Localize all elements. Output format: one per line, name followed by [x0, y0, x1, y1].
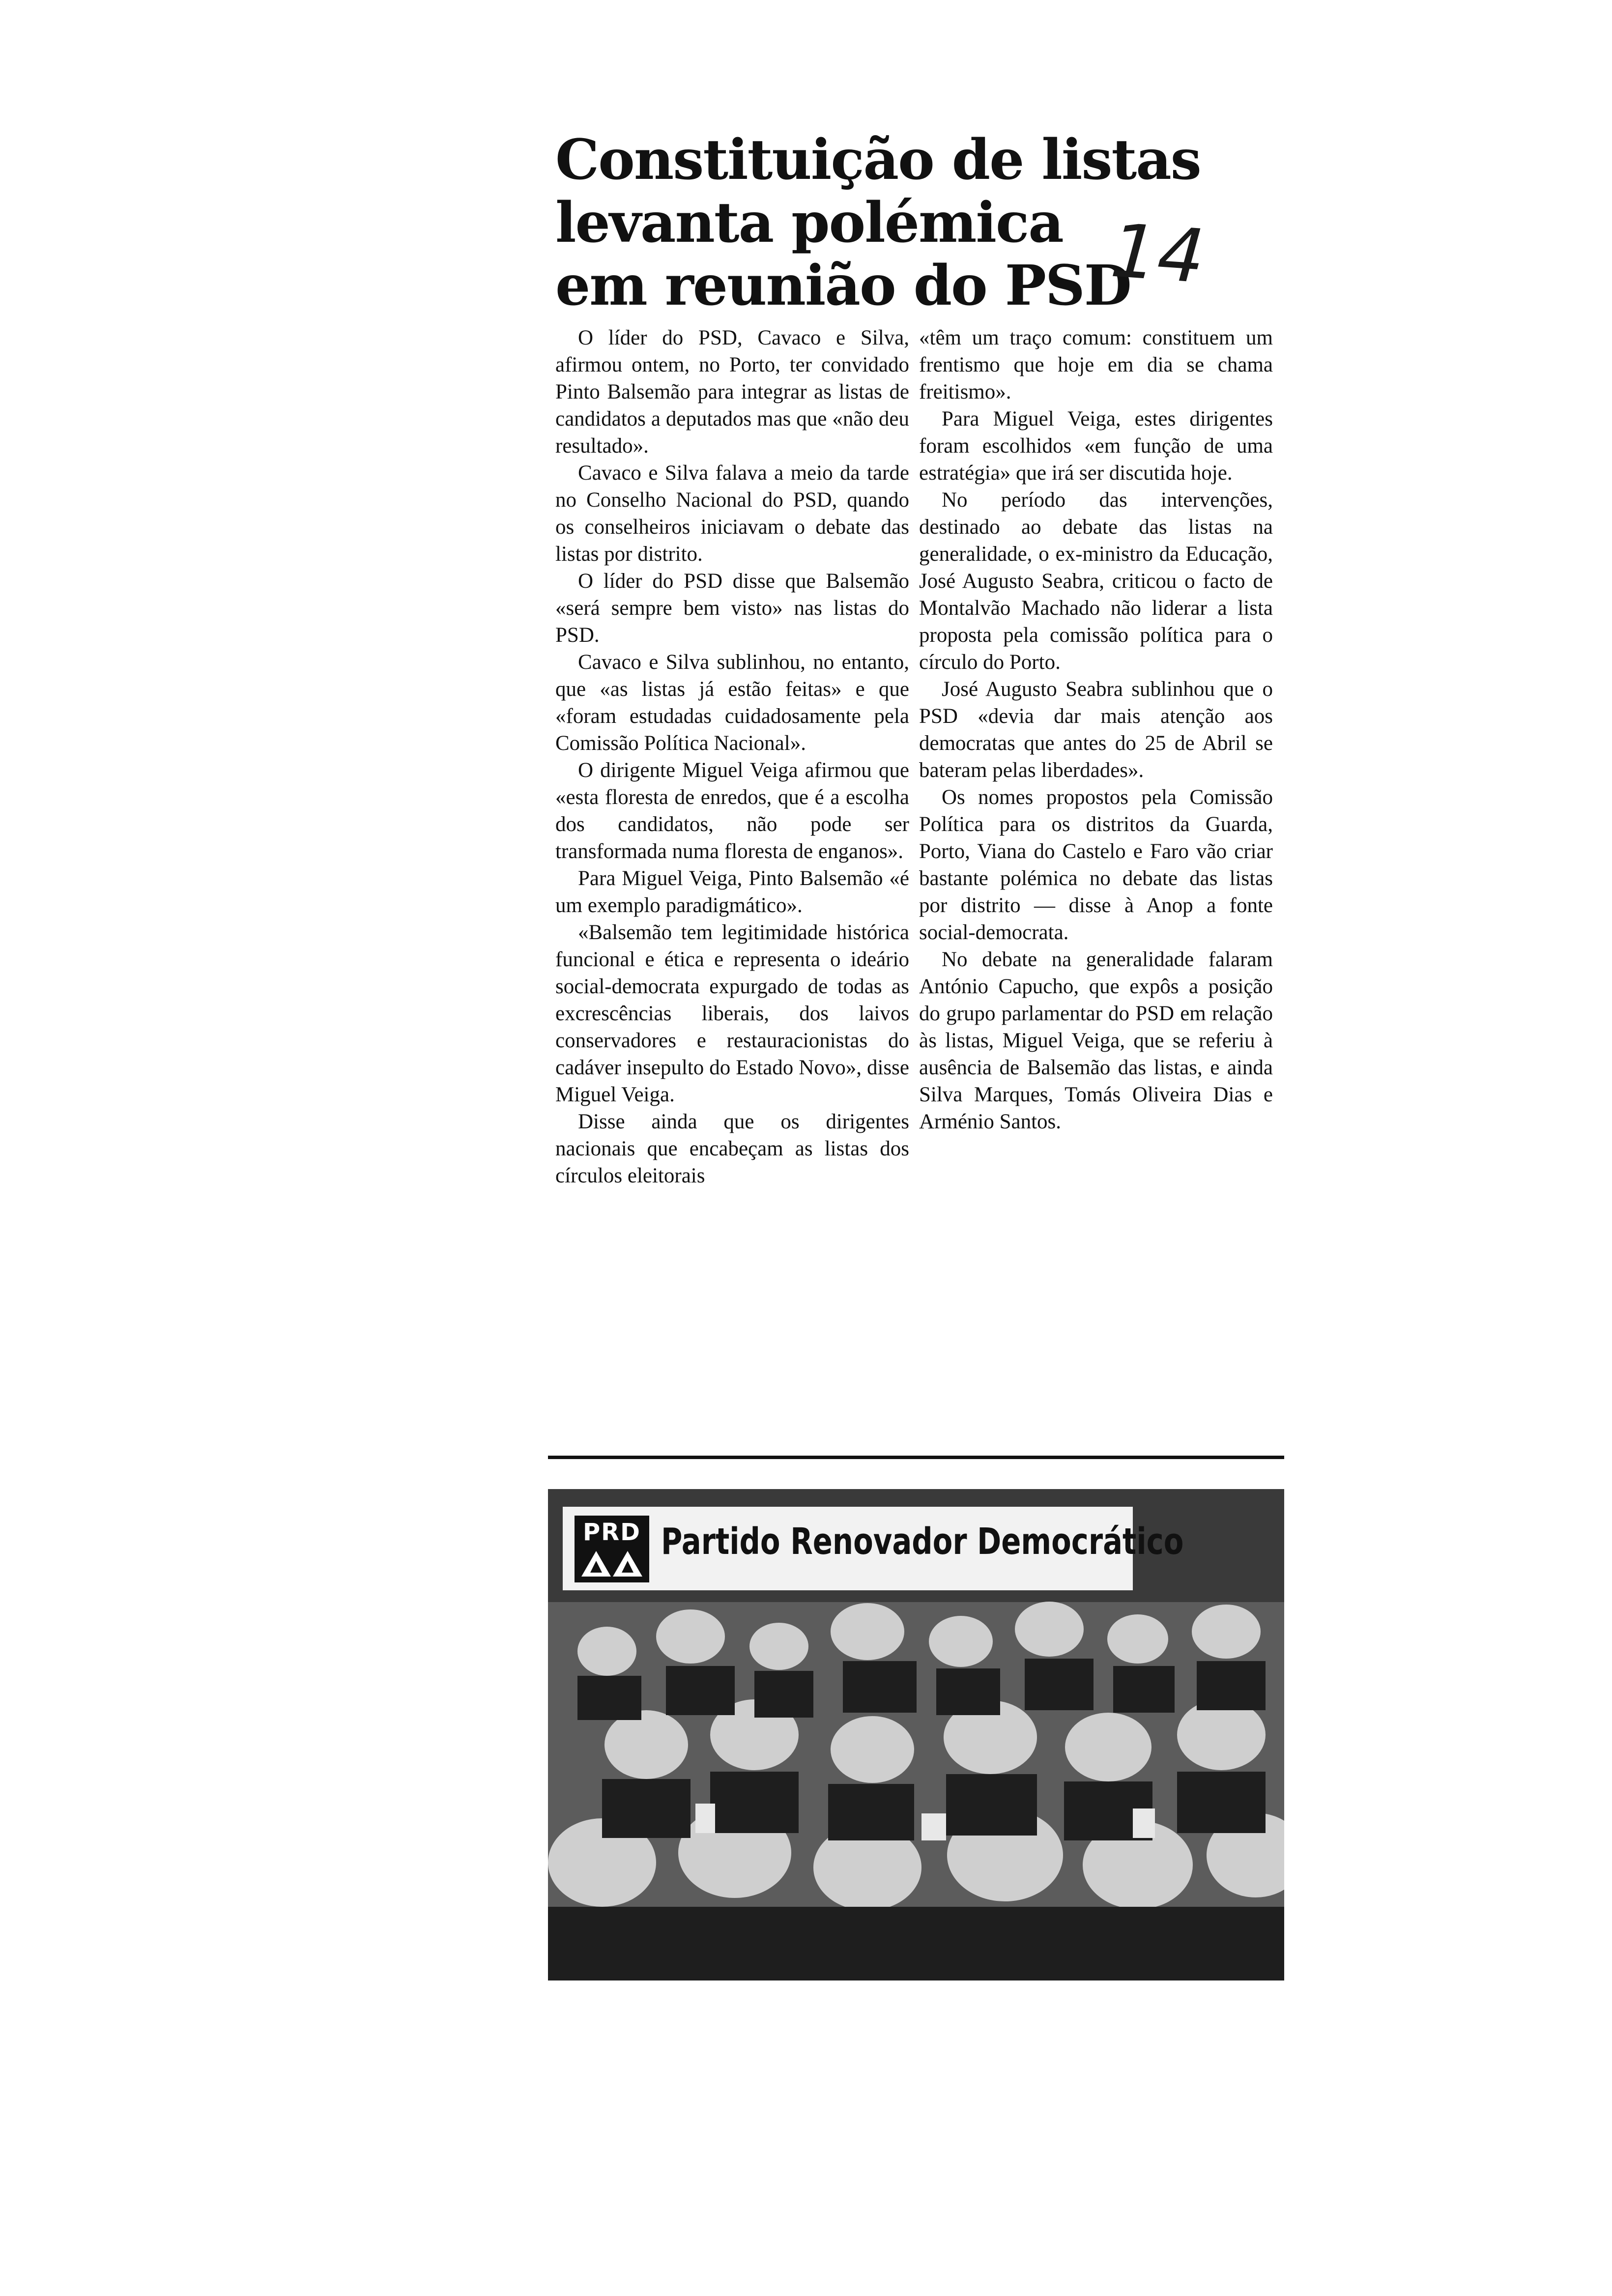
- paragraph: «Balsemão tem legitimidade histórica funcional e ética e representa o ideário social-democrata expurgado de todas as excrescências liberais, dos laivos conservadores e restauracionistas do cadáver insepulto do Estado Novo», disse Miguel Veiga.: [555, 921, 909, 1106]
- paragraph: No debate na generalidade falaram António Capucho, que expôs a posição do grupo parlamentar do PSD em relação às listas, Miguel Veiga, que se referiu à ausência de Balsemão das listas, e ainda Silva Marques, Tomás Oliveira Dias e Arménio Santos.: [919, 948, 1273, 1133]
- handwritten-page-mark: 14: [1108, 208, 1208, 300]
- paragraph: Cavaco e Silva sublinhou, no entanto, que «as listas já estão feitas» e que «foram estudadas cuidadosamente pela Comissão Política Nacional».: [555, 651, 909, 755]
- logo-emblem-icon: [579, 1548, 644, 1578]
- headline-line-2: levanta polémica: [555, 191, 1063, 255]
- paragraph: Os nomes propostos pela Comissão Política para os distritos da Guarda, Porto, Viana do Castelo e Faro vão criar bastante polémica no debate das listas por distrito — disse à Anop a fonte social-democrata.: [919, 786, 1273, 944]
- party-logo-text: PRD: [583, 1519, 641, 1546]
- paragraph: O dirigente Miguel Veiga afirmou que «esta floresta de enredos, que é a escolha dos candidatos, não pode ser transformada numa floresta de enganos».: [555, 759, 909, 863]
- article-column-right: [919, 324, 1273, 1135]
- banner-party-name: Partido Renovador Democrático: [661, 1521, 1184, 1563]
- article-column-left: [555, 324, 909, 1189]
- headline-line-3: em reunião do PSD: [555, 254, 1131, 318]
- paragraph: José Augusto Seabra sublinhou que o PSD «devia dar mais atenção aos democratas que antes do 25 de Abril se bateram pelas liberdades».: [919, 678, 1273, 782]
- paragraph: Para Miguel Veiga, estes dirigentes foram escolhidos «em função de uma estratégia» que irá ser discutida hoje.: [919, 407, 1273, 485]
- section-divider: [548, 1456, 1284, 1459]
- paragraph: O líder do PSD, Cavaco e Silva, afirmou ontem, no Porto, ter convidado Pinto Balsemão para integrar as listas de candidatos a deputados mas que «não deu resultado».: [555, 326, 909, 458]
- paragraph: Cavaco e Silva falava a meio da tarde no Conselho Nacional do PSD, quando os conselheiros iniciavam o debate das listas por distrito.: [555, 461, 909, 566]
- party-logo: [575, 1516, 649, 1582]
- paragraph: Disse ainda que os dirigentes nacionais que encabeçam as listas dos círculos eleitorais: [555, 1110, 909, 1187]
- paragraph: Para Miguel Veiga, Pinto Balsemão «é um exemplo paradigmático».: [555, 867, 909, 917]
- party-banner: [563, 1507, 1184, 1590]
- headline-line-1: Constituição de listas: [555, 128, 1201, 192]
- paragraph: O líder do PSD disse que Balsemão «será sempre bem visto» nas listas do PSD.: [555, 570, 909, 647]
- paragraph: No período das intervenções, destinado ao debate das listas na generalidade, o ex-ministro da Educação, José Augusto Seabra, criticou o facto de Montalvão Machado não liderar a lista proposta pela comissão política para o círculo do Porto.: [919, 488, 1273, 674]
- paragraph-continued: «têm um traço comum: constituem um frentismo que hoje em dia se chama freitismo».: [919, 326, 1273, 403]
- news-photo: [548, 1489, 1284, 1980]
